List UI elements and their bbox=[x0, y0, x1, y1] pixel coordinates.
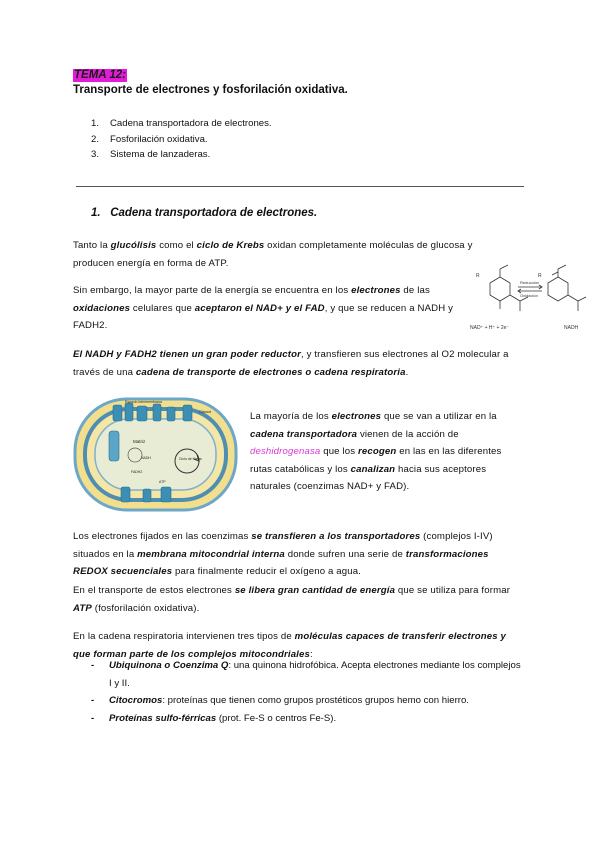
divider bbox=[76, 186, 524, 187]
nad-structure-diagram bbox=[468, 263, 598, 335]
paragraph-reducing-power: El NADH y FADH2 tienen un gran poder reductor, y transfieren sus electrones al O2 molecular a través de una cadena de transporte de electrones o cadena respiratoria. bbox=[73, 349, 509, 378]
carrier-list bbox=[91, 657, 521, 727]
svg-text:Reducción: Reducción bbox=[520, 280, 539, 285]
toc-item: 1. Cadena transportadora de electrones. bbox=[91, 118, 272, 129]
toc-item: 3. Sistema de lanzaderas. bbox=[91, 149, 211, 160]
svg-text:Matriz: Matriz bbox=[133, 439, 146, 444]
svg-text:NADH: NADH bbox=[141, 456, 151, 460]
paragraph-intro: Tanto la glucólisis como el ciclo de Krebs oxidan completamente moléculas de glucosa y producen energía en forma de ATP. bbox=[73, 240, 473, 269]
page-title: Transporte de electrones y fosforilación oxidativa. bbox=[73, 84, 348, 96]
svg-text:Espacio intermembrana: Espacio intermembrana bbox=[125, 400, 162, 404]
mitochondria-diagram bbox=[73, 397, 238, 512]
svg-text:NAD⁺ + H⁺ + 2e⁻: NAD⁺ + H⁺ + 2e⁻ bbox=[470, 325, 510, 331]
section-heading: 1. Cadena transportadora de electrones. bbox=[91, 207, 318, 219]
list-item: - Proteínas sulfo-férricas (prot. Fe-S o centros Fe-S). bbox=[91, 712, 337, 724]
svg-text:Citosol: Citosol bbox=[199, 409, 212, 414]
paragraph-dehydrogenase: La mayoría de los electrones que se van a utilizar en la cadena transportadora vienen de la acción de deshidrogenasa que los recogen en las en las diferentes rutas catabólicas y los canalizan hacia sus aceptores naturales (coenzimas NAD+ y FAD). bbox=[250, 411, 502, 492]
svg-text:NADH: NADH bbox=[564, 325, 579, 331]
list-item: - Citocromos: proteínas que tienen como grupos prostéticos grupos hemo con hierro. bbox=[91, 695, 469, 706]
toc-item: 2. Fosforilación oxidativa. bbox=[91, 133, 208, 145]
svg-text:Ciclo de Krebs: Ciclo de Krebs bbox=[179, 457, 202, 461]
topic-tag: TEMA 12: bbox=[74, 69, 126, 81]
svg-text:FADH2: FADH2 bbox=[131, 470, 143, 474]
paragraph-molecules: En la cadena respiratoria intervienen tres tipos de moléculas capaces de transferir electrones y que forman parte de los complejos mitocondriales: bbox=[73, 631, 507, 660]
paragraph-complexes: Los electrones fijados en las coenzimas se transfieren a los transportadores (complejos I-IV) situados en la membrana mitocondrial interna donde sufren una serie de transformaciones REDOX secuenciales para finalmente reducir el oxígeno a agua. bbox=[73, 531, 493, 577]
svg-text:R: R bbox=[538, 273, 542, 279]
list-item: - Ubiquinona o Coenzima Q: una quinona hidrofóbica. Acepta electrones mediante los complejos I y II. bbox=[91, 660, 521, 689]
svg-text:Oxidación: Oxidación bbox=[520, 293, 538, 298]
paragraph-energy: En el transporte de estos electrones se libera gran cantidad de energía que se utiliza para formar ATP (fosforilación oxidativa). bbox=[73, 585, 511, 614]
nad-reduction-figure bbox=[468, 263, 598, 335]
mitochondria-figure bbox=[73, 397, 238, 512]
svg-text:R: R bbox=[476, 273, 480, 279]
toc-list bbox=[91, 116, 272, 163]
svg-text:ATP: ATP bbox=[159, 480, 166, 484]
paragraph-electrons: Sin embargo, la mayor parte de la energía se encuentra en los electrones de las oxidaciones celulares que aceptaron el NAD+ y el FAD, y que se reducen a NADH y FADH2. bbox=[73, 285, 454, 331]
